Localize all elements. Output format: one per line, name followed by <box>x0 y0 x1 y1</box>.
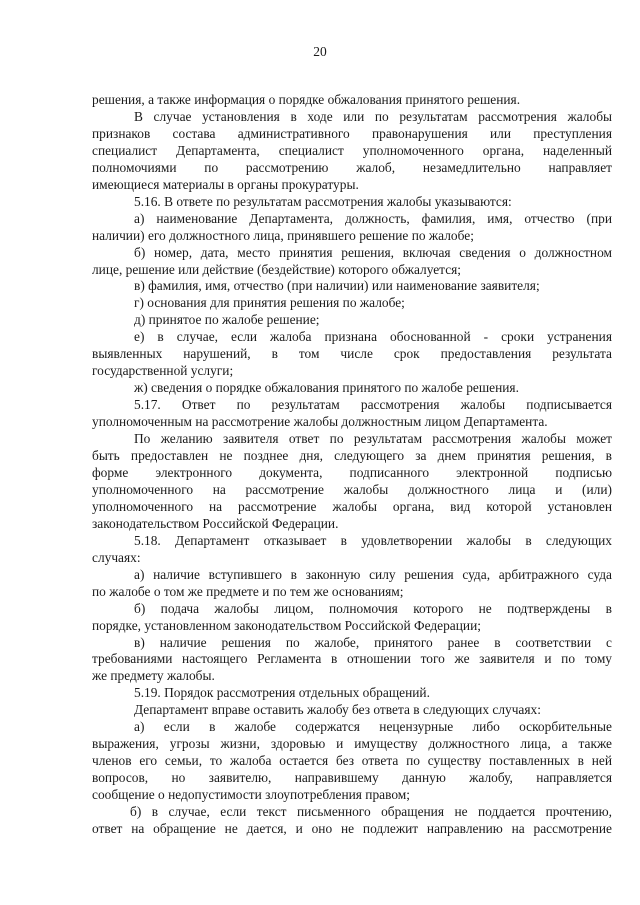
text-line: быть предоставлен не позднее дня, следующего за днем принятия решения, в <box>92 448 612 464</box>
text-line: По желанию заявителя ответ по результатам рассмотрения жалобы может <box>134 431 612 447</box>
text-line: форме электронного документа, подписанного электронной подписью <box>92 464 612 480</box>
text-line: 5.17. Ответ по результатам рассмотрения жалобы подписывается <box>134 397 612 413</box>
text-line: сообщение о недопустимости злоупотребления правом; <box>92 787 410 803</box>
text-line: требованиями настоящего Регламента в отношении того же заявителя и по тому <box>92 651 612 667</box>
text-line: е) в случае, если жалоба признана обоснованной - сроки устранения <box>134 329 612 345</box>
text-line: ж) сведения о порядке обжалования принятого по жалобе решения. <box>134 380 519 396</box>
text-line: законодательством Российской Федерации. <box>92 515 339 531</box>
text-line: а) наличие вступившего в законную силу решения суда, арбитражного суда <box>134 566 612 582</box>
text-line: 5.19. Порядок рассмотрения отдельных обращений. <box>134 685 430 701</box>
text-line: а) если в жалобе содержатся нецензурные либо оскорбительные <box>134 719 612 735</box>
text-line: в) наличие решения по жалобе, принятого ранее в соответствии с <box>134 634 612 650</box>
text-line: государственной услуги; <box>92 363 234 379</box>
text-line: б) в случае, если текст письменного обращения не поддается прочтению, <box>130 804 612 820</box>
text-line: членов его семьи, то жалоба остается без ответа по существу поставленных в ней <box>92 753 612 769</box>
text-line: а) наименование Департамента, должность, фамилия, имя, отчество (при <box>134 210 612 226</box>
text-line: в) фамилия, имя, отчество (при наличии) или наименование заявителя; <box>134 278 540 294</box>
text-line: б) подача жалобы лицом, полномочия которого не подтверждены в <box>134 600 612 616</box>
text-line: случаях: <box>92 549 141 565</box>
text-line: уполномоченного на рассмотрение жалобы должностного лица и (или) <box>92 481 612 497</box>
text-line: признаков состава административного правонарушения или преступления <box>92 125 612 141</box>
text-line: порядке, установленном законодательством Российской Федерации; <box>92 617 481 633</box>
text-line: уполномоченным на рассмотрение жалобы должностным лицом Департамента. <box>92 414 548 430</box>
document-body <box>92 92 612 838</box>
text-line: специалист Департамента, специалист уполномоченного органа, наделенный <box>92 142 612 158</box>
text-line: же предмету жалобы. <box>92 668 215 684</box>
text-line: полномочиями по рассмотрению жалоб, незамедлительно направляет <box>92 159 612 175</box>
text-line: решения, а также информация о порядке обжалования принятого решения. <box>92 92 521 107</box>
text-line: вопросов, но заявителю, направившему данную жалобу, направляется <box>92 770 612 786</box>
text-line: выражения, угрозы жизни, здоровью и имуществу должностного лица, а также <box>92 736 612 752</box>
text-line: В случае установления в ходе или по результатам рассмотрения жалобы <box>134 108 612 124</box>
text-line: б) номер, дата, место принятия решения, включая сведения о должностном <box>134 244 612 260</box>
text-line: д) принятое по жалобе решение; <box>134 312 320 328</box>
text-line: ответ на обращение не дается, и оно не подлежит направлению на рассмотрение <box>92 820 612 836</box>
text-line: наличии) его должностного лица, принявшего решение по жалобе; <box>92 227 474 243</box>
text-line: Департамент вправе оставить жалобу без ответа в следующих случаях: <box>134 702 541 718</box>
text-line: выявленных нарушений, в том числе срок предоставления результата <box>92 346 612 362</box>
text-line: лице, решение или действие (бездействие) которого обжалуется; <box>92 261 462 277</box>
text-line: уполномоченного на рассмотрение жалобы органа, вид которой установлен <box>92 498 612 514</box>
text-line: по жалобе о том же предмете и по тем же основаниям; <box>92 583 404 599</box>
text-line: 5.18. Департамент отказывает в удовлетворении жалобы в следующих <box>134 532 612 548</box>
text-line: имеющиеся материалы в органы прокуратуры. <box>92 176 359 192</box>
page-number: 20 <box>313 44 327 59</box>
text-line: 5.16. В ответе по результатам рассмотрения жалобы указываются: <box>134 193 512 209</box>
text-line: г) основания для принятия решения по жалобе; <box>134 295 405 311</box>
